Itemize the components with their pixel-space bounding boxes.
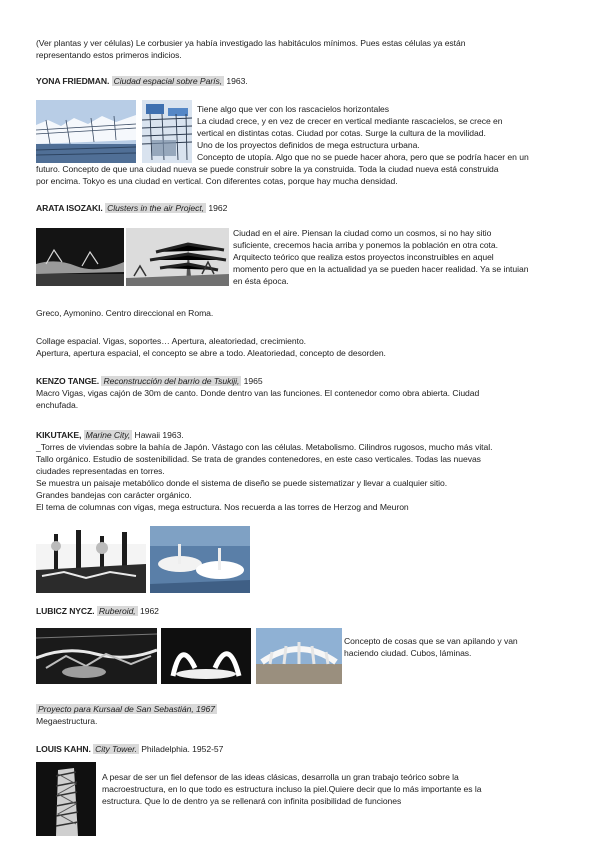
collage-line-2: Apertura, apertura espacial, el concepto se abre a todo. Aleatoriedad, concepto de desorden. — [36, 348, 386, 358]
work-title: City Tower. — [95, 744, 137, 754]
arata-isozaki-image-2 — [126, 228, 229, 286]
heading-yona-friedman — [36, 76, 248, 88]
work-year: 1962 — [208, 203, 228, 213]
kikutake-image-2 — [150, 526, 250, 593]
work-year: Philadelphia. 1952-57 — [141, 744, 224, 754]
louis-kahn-image — [36, 762, 96, 836]
arata-text-5: en ésta época. — [233, 276, 289, 286]
work-year: 1963. — [226, 76, 248, 86]
kahn-text-3: estructura. Que lo de dentro ya se rellenará con infinita posibilidad de funciones — [102, 796, 402, 806]
collage-line-1: Collage espacial. Vigas, soportes… Apertura, aleatoriedad, crecimiento. — [36, 336, 307, 346]
work-title: Ciudad espacial sobre París, — [113, 76, 223, 86]
yona-text-2: La ciudad crece, y en vez de crecer en vertical mediante rascacielos, se crece en — [197, 116, 503, 126]
work-title: Marine City, — [85, 430, 131, 440]
kiku-text-1: _Torres de viviendas sobre la bahía de Japón. Vástago con las células. Metabolismo. Cilindros rugosos, mucho más vital. — [36, 442, 493, 452]
author-name: KIKUTAKE, — [36, 430, 82, 440]
heading-arata-isozaki — [36, 203, 227, 215]
yona-text-4: Uno de los proyectos definidos de mega estructura urbana. — [197, 140, 420, 150]
kenzo-text-1: Macro Vigas, vigas cajón de 30m de canto. Donde dentro van las funciones. El contenedor como obra abierta. Ciudad — [36, 388, 480, 398]
intro-line-1: (Ver plantas y ver células) Le corbusier ya había investigado las habitáculos mínimos. Pues estas células ya están — [36, 38, 466, 48]
arata-text-1: Ciudad en el aire. Piensan la ciudad como un cosmos, si no hay sitio — [233, 228, 492, 238]
heading-kikutake — [36, 430, 184, 442]
arata-text-3: Arquitecto teórico que realiza estos proyectos inconstruibles en aquel — [233, 252, 494, 262]
author-name: LOUIS KAHN. — [36, 744, 91, 754]
kiku-text-2: Tallo orgánico. Estudio de sostenibilidad. Se trata de grandes contenedores, en este caso verticales. Todas las nuevas — [36, 454, 481, 464]
yona-text-3: vertical en distintas cotas. Ciudad por cotas. Surge la cultura de la movilidad. — [197, 128, 486, 138]
heading-kenzo-tange — [36, 376, 263, 388]
author-name: KENZO TANGE. — [36, 376, 100, 386]
kenzo-text-2: enchufada. — [36, 400, 79, 410]
author-name: LUBICZ NYCZ. — [36, 606, 95, 616]
yona-friedman-image-1 — [36, 100, 136, 163]
intro-line-2: representando estos primeros indicios. — [36, 50, 182, 60]
arata-text-4: momento pero que en la actualidad ya se pueden hacer realidad. Ya se intuian — [233, 264, 529, 274]
kiku-text-3: ciudades representadas en torres. — [36, 466, 165, 476]
work-title: Ruberoid, — [98, 606, 136, 616]
lubicz-text-2: haciendo ciudad. Cubos, láminas. — [344, 648, 472, 658]
kiku-text-5: Grandes bandejas con carácter orgánico. — [36, 490, 192, 500]
yona-friedman-image-2 — [142, 100, 192, 163]
kursaal-project-title: Proyecto para Kursaal de San Sebastián, 1967 — [38, 704, 215, 714]
kahn-text-2: macroestructura, en lo que todo es estructura incluso la piel.Quiere decir que lo más importante es la — [102, 784, 482, 794]
kiku-text-6: El tema de columnas con vigas, mega estructura. Nos recuerda a las torres de Herzog and Meuron — [36, 502, 409, 512]
arata-text-2: suficiente, crecemos hacia arriba y ponemos la población en otra cota. — [233, 240, 498, 250]
work-title: Clusters in the air Project, — [107, 203, 205, 213]
author-name: YONA FRIEDMAN. — [36, 76, 110, 86]
yona-text-5: Concepto de utopía. Algo que no se puede hacer ahora, pero que se podría hacer en un — [197, 152, 529, 162]
lubicz-text-1: Concepto de cosas que se van apilando y van — [344, 636, 518, 646]
yona-text-7: por encima. Tokyo es una ciudad en vertical. Con diferentes cotas, porque hay mucha densidad. — [36, 176, 398, 186]
greco-line: Greco, Aymonino. Centro direccional en Roma. — [36, 308, 214, 318]
lubicz-nycz-image-3 — [256, 628, 342, 684]
megaestructura-line: Megaestructura. — [36, 716, 98, 726]
lubicz-nycz-image-1 — [36, 628, 157, 684]
kursaal-line — [36, 704, 217, 716]
lubicz-nycz-image-2 — [161, 628, 251, 684]
work-year: 1965 — [243, 376, 263, 386]
kahn-text-1: A pesar de ser un fiel defensor de las ideas clásicas, desarrolla un gran trabajo teórico sobre la — [102, 772, 459, 782]
work-year: 1962 — [139, 606, 159, 616]
author-name: ARATA ISOZAKI. — [36, 203, 103, 213]
yona-text-1: Tiene algo que ver con los rascacielos horizontales — [197, 104, 390, 114]
heading-louis-kahn — [36, 744, 223, 756]
kiku-text-4: Se muestra un paisaje metabólico donde el sistema de diseño se puede sistematizar y llevar a cualquier sitio. — [36, 478, 448, 488]
arata-isozaki-image-1 — [36, 228, 124, 286]
yona-text-6: futuro. Concepto de que una ciudad nueva se puede construir sobre la ya construida. Toda la ciudad nueva está construida — [36, 164, 499, 174]
heading-lubicz-nycz — [36, 606, 159, 618]
kikutake-image-1 — [36, 526, 146, 593]
work-year: Hawaii 1963. — [134, 430, 184, 440]
work-title: Reconstrucción del barrio de Tsukiji, — [103, 376, 240, 386]
